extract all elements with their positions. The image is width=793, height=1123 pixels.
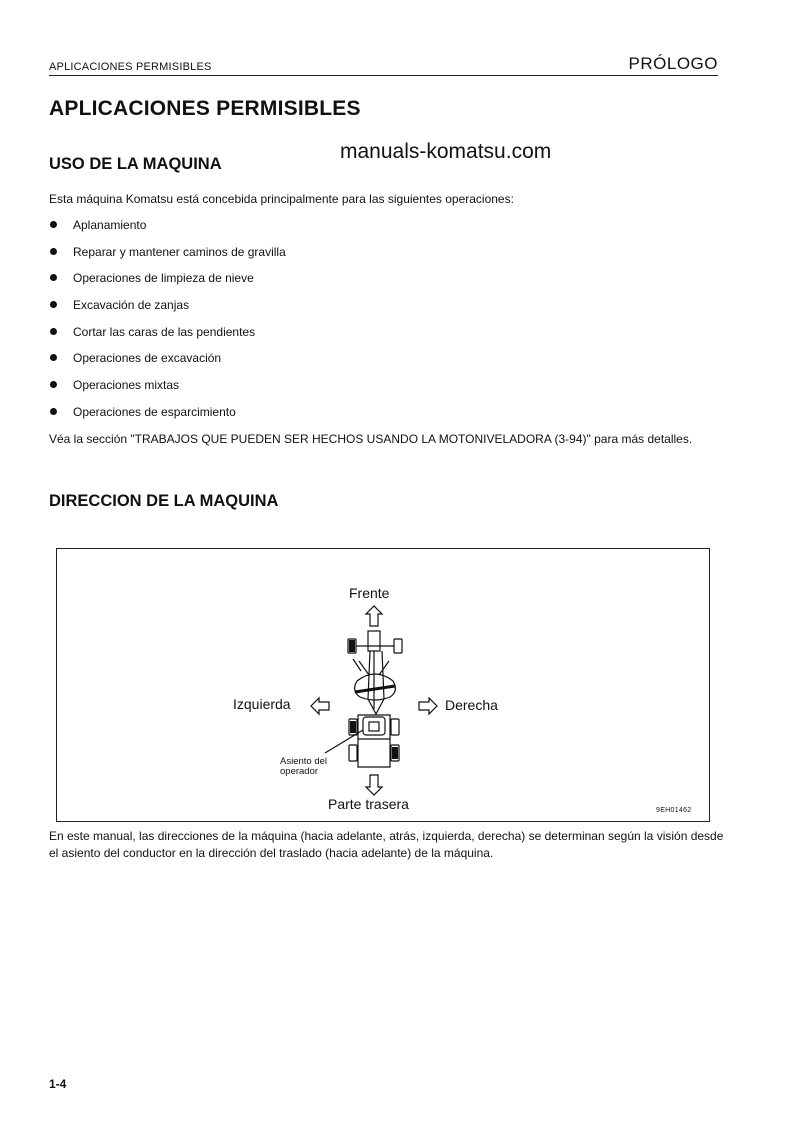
label-seat-line2: operador	[280, 766, 319, 777]
bullet-icon	[50, 381, 57, 388]
label-rear: Parte trasera	[328, 796, 409, 812]
list-item-text: Operaciones de limpieza de nieve	[73, 271, 254, 286]
header-rule	[49, 75, 718, 76]
page-number: 1-4	[49, 1077, 67, 1091]
label-left: Izquierda	[233, 696, 291, 712]
running-header-chapter: PRÓLOGO	[628, 54, 718, 73]
arrow-right-icon	[419, 698, 437, 714]
list-item-text: Operaciones mixtas	[73, 378, 180, 393]
section-heading-direccion: DIRECCION DE LA MAQUINA	[49, 492, 279, 510]
bullet-icon	[50, 274, 57, 281]
arrow-down-icon	[366, 775, 382, 795]
label-front: Frente	[349, 585, 390, 601]
label-right: Derecha	[445, 697, 498, 713]
bullet-icon	[50, 328, 57, 335]
bullet-icon	[50, 221, 57, 228]
list-item	[49, 378, 286, 405]
machine-direction-figure	[56, 548, 710, 822]
arrow-up-icon	[366, 606, 382, 626]
running-header-section: APLICACIONES PERMISIBLES	[49, 61, 212, 73]
bullet-icon	[50, 408, 57, 415]
list-item	[49, 351, 286, 378]
list-item-text: Excavación de zanjas	[73, 298, 190, 313]
list-item-text: Operaciones de esparcimiento	[73, 404, 236, 419]
list-item-text: Reparar y mantener caminos de gravilla	[73, 244, 286, 259]
intro-paragraph: Esta máquina Komatsu está concebida principalmente para las siguientes operaciones:	[49, 192, 514, 206]
list-item	[49, 218, 286, 245]
label-seat	[280, 757, 327, 777]
caption-paragraph: En este manual, las direcciones de la máquina (hacia adelante, atrás, izquierda, derecha) se determinan según la visión desde el asiento del conductor en la dirección del traslado (hacia adelante) de la máquina.	[49, 829, 724, 860]
list-item	[49, 325, 286, 352]
page-title: APLICACIONES PERMISIBLES	[49, 97, 361, 120]
figure-code: 9EH01462	[656, 807, 692, 814]
reference-paragraph: Véa la sección "TRABAJOS QUE PUEDEN SER HECHOS USANDO LA MOTONIVELADORA (3-94)" para más detalles.	[49, 432, 693, 446]
bullet-icon	[50, 248, 57, 255]
list-item	[49, 405, 286, 432]
bullet-icon	[50, 354, 57, 361]
list-item-text: Operaciones de excavación	[73, 351, 222, 366]
list-item	[49, 271, 286, 298]
list-item-text: Aplanamiento	[73, 218, 147, 232]
operations-list	[49, 218, 286, 432]
section-heading-uso: USO DE LA MAQUINA	[49, 155, 222, 173]
list-item	[49, 245, 286, 272]
label-seat-line1: Asiento del	[280, 756, 328, 767]
list-item	[49, 298, 286, 325]
bullet-icon	[50, 301, 57, 308]
arrow-left-icon	[311, 698, 329, 714]
list-item-text: Cortar las caras de las pendientes	[73, 324, 256, 339]
watermark-text: manuals-komatsu.com	[340, 140, 552, 163]
